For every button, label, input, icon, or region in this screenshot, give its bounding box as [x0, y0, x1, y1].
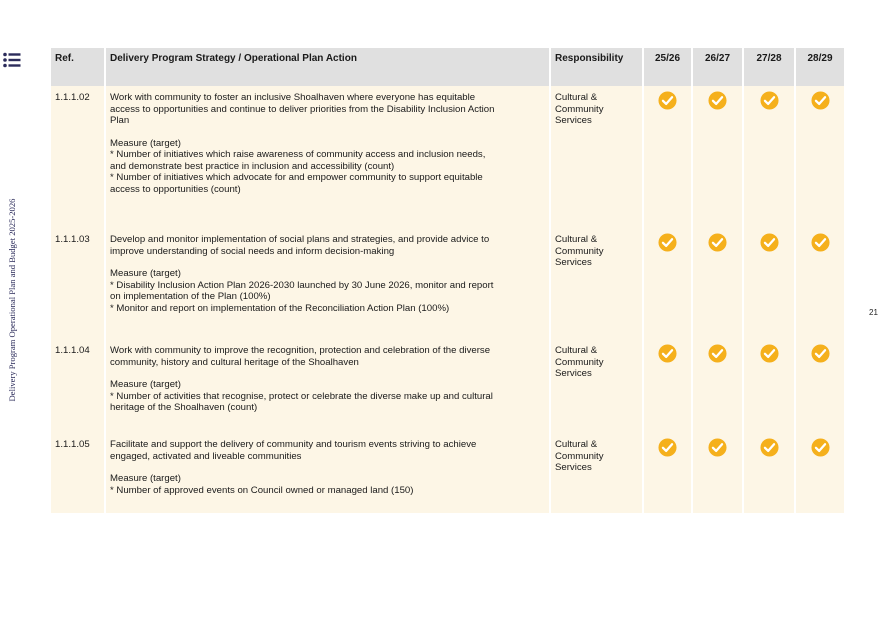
year-cell-26-27: [693, 433, 742, 513]
year-cell-27-28: [744, 339, 794, 433]
check-circle-icon: [658, 344, 677, 363]
plan-table: [49, 48, 846, 513]
action-text: Work with community to improve the recognition, protection and celebration of the diverse community, history and cultural heritage of the Shoalhaven: [110, 345, 491, 368]
side-title: Delivery Program Operational Plan and Budget 2025-2026: [7, 198, 17, 402]
year-cell-28-29: [796, 228, 844, 339]
ref-cell: 1.1.1.04: [51, 339, 104, 433]
action-cell: [106, 339, 549, 433]
list-icon[interactable]: [3, 52, 21, 68]
action-cell: [106, 433, 549, 513]
year-cell-25-26: [644, 228, 691, 339]
check-circle-icon: [811, 438, 830, 457]
action-text: Develop and monitor implementation of social plans and strategies, and provide advice to improve understanding of social needs and inform decision-making: [110, 234, 490, 257]
responsibility-cell: Cultural & Community Services: [551, 228, 642, 339]
check-circle-icon: [760, 233, 779, 252]
ref-cell: 1.1.1.02: [51, 86, 104, 228]
table-row: [51, 228, 844, 339]
year-cell-25-26: [644, 433, 691, 513]
check-circle-icon: [760, 91, 779, 110]
action-header: Delivery Program Strategy / Operational Plan Action: [106, 48, 549, 86]
action-cell: [106, 228, 549, 339]
responsibility-header: Responsibility: [551, 48, 642, 86]
measure-label: Measure (target): [110, 473, 181, 484]
ref-header: Ref.: [51, 48, 104, 86]
check-circle-icon: [658, 91, 677, 110]
year-cell-26-27: [693, 228, 742, 339]
year-cell-27-28: [744, 228, 794, 339]
measure-label: Measure (target): [110, 137, 181, 149]
check-circle-icon: [760, 438, 779, 457]
year-cell-26-27: [693, 339, 742, 433]
year-cell-25-26: [644, 339, 691, 433]
measure-label: Measure (target): [110, 379, 181, 390]
check-circle-icon: [708, 438, 727, 457]
measure-label: Measure (target): [110, 268, 181, 279]
check-circle-icon: [811, 91, 830, 110]
responsibility-cell: Cultural & Community Services: [551, 433, 642, 513]
year-cell-28-29: [796, 433, 844, 513]
year-cell-28-29: [796, 86, 844, 228]
year-cell-25-26: [644, 86, 691, 228]
check-circle-icon: [658, 438, 677, 457]
check-circle-icon: [811, 233, 830, 252]
measure-item: * Disability Inclusion Action Plan 2026-2030 launched by 30 June 2026, monitor and report on implementation of the Plan (100%): [110, 279, 494, 302]
check-circle-icon: [811, 344, 830, 363]
action-text: Work with community to foster an inclusive Shoalhaven where everyone has equitable access to opportunities and continue to deliver priorities from the Disability Inclusion Action Plan: [110, 92, 495, 126]
table-row: [51, 339, 844, 433]
action-text: Facilitate and support the delivery of community and tourism events striving to achieve engaged, activated and liveable communities: [110, 439, 477, 462]
table-row: [51, 433, 844, 513]
action-cell: [106, 86, 549, 228]
measure-item: * Number of initiatives which raise awareness of community access and inclusion needs, and demonstrate best practice in inclusion and accessibility (count): [110, 149, 486, 172]
ref-cell: 1.1.1.03: [51, 228, 104, 339]
check-circle-icon: [760, 344, 779, 363]
check-circle-icon: [708, 233, 727, 252]
year-header-25-26: 25/26: [644, 48, 691, 86]
check-circle-icon: [658, 233, 677, 252]
check-circle-icon: [708, 91, 727, 110]
year-cell-26-27: [693, 86, 742, 228]
table-row: [51, 86, 844, 228]
check-circle-icon: [708, 344, 727, 363]
year-cell-27-28: [744, 86, 794, 228]
measure-item: * Number of approved events on Council owned or managed land (150): [110, 484, 414, 496]
year-header-27-28: 27/28: [744, 48, 794, 86]
header-row: [51, 48, 844, 86]
measure-item: * Monitor and report on implementation of the Reconciliation Action Plan (100%): [110, 302, 450, 314]
page-number: 21: [869, 308, 878, 317]
responsibility-cell: Cultural & Community Services: [551, 339, 642, 433]
year-header-26-27: 26/27: [693, 48, 742, 86]
year-cell-28-29: [796, 339, 844, 433]
ref-cell: 1.1.1.05: [51, 433, 104, 513]
year-cell-27-28: [744, 433, 794, 513]
year-header-28-29: 28/29: [796, 48, 844, 86]
measure-item: * Number of initiatives which advocate for and empower community to support equitable access to opportunities (count): [110, 172, 483, 195]
measure-item: * Number of activities that recognise, protect or celebrate the diverse make up and cultural heritage of the Shoalhaven (count): [110, 390, 493, 413]
responsibility-cell: Cultural & Community Services: [551, 86, 642, 228]
